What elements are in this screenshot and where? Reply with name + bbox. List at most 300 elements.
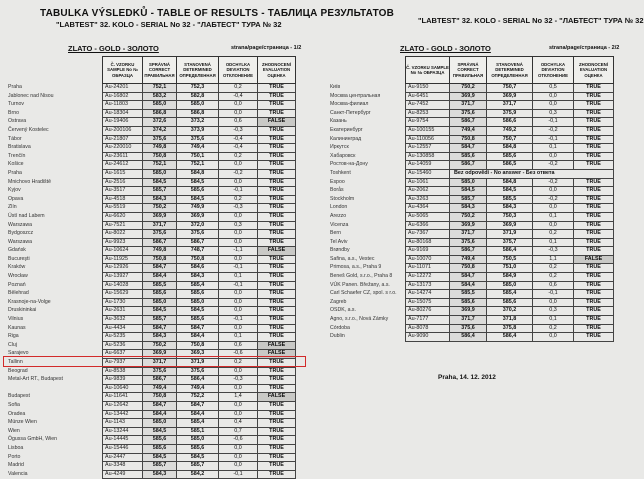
sample-cell: Au-6366 [406, 221, 450, 230]
determined-cell: 749,9 [177, 204, 219, 213]
sample-cell: Au-8022 [103, 230, 143, 239]
determined-cell: 585,6 [177, 290, 219, 299]
correct-cell: 585,0 [143, 419, 177, 428]
table-row [103, 238, 296, 247]
correct-cell: 371,7 [143, 359, 177, 368]
evaluation-cell: TRUE [574, 238, 614, 247]
evaluation-cell: TRUE [574, 92, 614, 101]
correct-cell: 585,7 [143, 462, 177, 471]
sample-cell: Au-15446 [103, 444, 143, 453]
evaluation-cell: TRUE [258, 444, 296, 453]
deviation-cell: 0,5 [533, 84, 574, 93]
evaluation-cell: TRUE [574, 204, 614, 213]
participant-name: Budapest [8, 393, 30, 400]
evaluation-cell: TRUE [258, 298, 296, 307]
col-evaluation-header: ZHODNOCENÍ EVALUATION ОЦЕНКА [258, 57, 296, 84]
determined-cell: 582,8 [177, 92, 219, 101]
participant-name: Dublin [330, 333, 345, 340]
deviation-cell: 0,0 [533, 101, 574, 110]
determined-cell: 586,5 [487, 161, 533, 170]
table-row [103, 298, 296, 307]
evaluation-cell: TRUE [574, 273, 614, 282]
evaluation-cell: TRUE [258, 427, 296, 436]
evaluation-cell: TRUE [258, 135, 296, 144]
sample-cell: Au-110056 [406, 135, 450, 144]
participant-name: Екатеринбург [330, 126, 363, 133]
participant-name: Druskininkai [8, 307, 37, 314]
participant-name: Carl Schaefer CZ, spol. s r.o. [330, 290, 397, 297]
sample-cell: Au-9754 [406, 118, 450, 127]
evaluation-cell: TRUE [258, 109, 296, 118]
evaluation-cell: TRUE [258, 169, 296, 178]
correct-cell: 585,5 [450, 290, 487, 299]
sample-cell: Au-18304 [103, 109, 143, 118]
sample-cell: Au-6620 [103, 212, 143, 221]
participant-name: Beneš Gold, s.r.o., Praha 8 [330, 273, 393, 280]
evaluation-cell: TRUE [258, 178, 296, 187]
evaluation-cell: TRUE [574, 333, 614, 342]
correct-cell: 584,4 [450, 281, 487, 290]
determined-cell: 370,2 [487, 307, 533, 316]
participant-name: Bratislava [8, 144, 31, 151]
participant-name: Москва-филиал [330, 101, 369, 108]
correct-cell: 584,7 [450, 273, 487, 282]
correct-cell: 752,1 [143, 161, 177, 170]
col-determined-header: STANOVENÁ DETERMINED ОПРЕДЕЛЕННАЯ [177, 57, 219, 84]
participant-name: Metal-Art RT., Budapest [8, 376, 63, 383]
correct-cell: 584,7 [450, 144, 487, 153]
deviation-cell: 0,0 [533, 152, 574, 161]
correct-cell: 586,7 [450, 247, 487, 256]
evaluation-cell: TRUE [258, 126, 296, 135]
participant-name: Praha [8, 84, 22, 90]
sample-cell: Au-220010 [103, 144, 143, 153]
determined-cell: 748,7 [177, 247, 219, 256]
deviation-cell: -0,6 [219, 350, 258, 359]
sample-cell: Au-14274 [406, 290, 450, 299]
table-row [103, 307, 296, 316]
determined-cell: 371,7 [487, 101, 533, 110]
correct-cell: 584,4 [143, 273, 177, 282]
table-row [103, 281, 296, 290]
evaluation-cell: TRUE [258, 367, 296, 376]
evaluation-cell: TRUE [258, 161, 296, 170]
determined-cell: 585,6 [177, 316, 219, 325]
correct-cell: 585,0 [143, 101, 177, 110]
evaluation-cell: TRUE [258, 410, 296, 419]
determined-cell: 585,4 [177, 281, 219, 290]
sample-cell: Au-24201 [103, 84, 143, 93]
sample-cell: Au-2631 [103, 307, 143, 316]
sample-cell: Au-14028 [103, 281, 143, 290]
right-results-table [405, 56, 614, 342]
deviation-cell: -0,1 [219, 316, 258, 325]
sample-cell: Au-200106 [103, 126, 143, 135]
correct-cell: 375,6 [450, 238, 487, 247]
deviation-cell: 0,6 [533, 281, 574, 290]
deviation-cell: -0,4 [219, 144, 258, 153]
sample-cell: Au-10640 [103, 384, 143, 393]
left-results-table [102, 56, 296, 479]
participant-name: Bělehrad [8, 290, 29, 297]
deviation-cell: -0,2 [533, 161, 574, 170]
evaluation-cell: TRUE [258, 221, 296, 230]
deviation-cell: -1,1 [219, 247, 258, 256]
sample-cell: Au-11925 [103, 255, 143, 264]
participant-name: Cluj [8, 341, 17, 348]
sample-cell: Au-9150 [406, 84, 450, 93]
correct-cell: 750,8 [450, 264, 487, 273]
determined-cell: 585,6 [487, 152, 533, 161]
table-row [406, 92, 614, 101]
correct-cell: 585,6 [143, 444, 177, 453]
deviation-cell: 0,0 [533, 221, 574, 230]
deviation-cell: -0,6 [219, 436, 258, 445]
participant-name: Kaunas [8, 324, 26, 331]
determined-cell: 584,7 [177, 324, 219, 333]
table-row [406, 178, 614, 187]
correct-cell: 584,4 [143, 410, 177, 419]
sample-cell: Au-4434 [103, 324, 143, 333]
determined-cell: 371,9 [487, 230, 533, 239]
table-row [406, 324, 614, 333]
table-row [103, 92, 296, 101]
deviation-cell: 0,0 [219, 410, 258, 419]
participant-name: Wien [8, 427, 20, 434]
sample-cell: Au-6637 [103, 350, 143, 359]
determined-cell: 375,6 [177, 367, 219, 376]
sample-cell: Au-80276 [406, 307, 450, 316]
sample-cell: Au-3517 [103, 187, 143, 196]
sample-cell: Au-1061 [406, 178, 450, 187]
correct-cell: 369,9 [450, 221, 487, 230]
participant-name: Košice [8, 161, 24, 168]
correct-cell: 584,3 [450, 204, 487, 213]
table-row [406, 195, 614, 204]
determined-cell: 584,6 [177, 264, 219, 273]
sample-cell: Au-100155 [406, 126, 450, 135]
deviation-cell: 0,0 [219, 444, 258, 453]
correct-cell: 585,6 [143, 436, 177, 445]
doc-subtitle: "LABTEST" 32. KOLO - SERIAL No 32 - "ЛАБТЕСТ" ТУРА № 32 [56, 20, 282, 29]
correct-cell: 586,4 [450, 333, 487, 342]
evaluation-cell: FALSE [574, 255, 614, 264]
participant-name: Lisboa [8, 444, 24, 451]
sample-cell: Au-13244 [103, 427, 143, 436]
correct-cell: 750,8 [143, 255, 177, 264]
participant-name: Ostrava [8, 118, 27, 125]
evaluation-cell: TRUE [574, 316, 614, 325]
sample-cell: Au-1143 [103, 419, 143, 428]
doc-title: TABULKA VÝSLEDKŮ - TABLE OF RESULTS - ТАБЛИЦА РЕЗУЛЬТАТОВ [40, 8, 395, 19]
sample-cell: Au-2516 [103, 178, 143, 187]
correct-cell: 375,6 [450, 109, 487, 118]
evaluation-cell: TRUE [258, 264, 296, 273]
sample-cell: Au-11071 [406, 264, 450, 273]
evaluation-cell: TRUE [258, 290, 296, 299]
table-row [103, 462, 296, 471]
correct-cell: 584,3 [143, 470, 177, 479]
deviation-cell: 0,2 [219, 152, 258, 161]
participant-name: Červený Kostelec [8, 126, 49, 133]
evaluation-cell: TRUE [258, 212, 296, 221]
deviation-cell: 0,0 [219, 462, 258, 471]
participant-name: Ростов-на-Дону [330, 161, 368, 168]
evaluation-cell: TRUE [574, 135, 614, 144]
evaluation-cell: TRUE [574, 307, 614, 316]
deviation-cell: -0,1 [533, 290, 574, 299]
correct-cell: 750,2 [143, 204, 177, 213]
col-deviation-header: ODCHYLKA DEVIATION ОТКЛОНЕНИЕ [533, 57, 574, 84]
table-row [103, 152, 296, 161]
table-row [103, 195, 296, 204]
table-row [103, 264, 296, 273]
sample-cell: Au-1615 [103, 169, 143, 178]
determined-cell: 375,6 [177, 230, 219, 239]
table-row [103, 101, 296, 110]
evaluation-cell: TRUE [258, 92, 296, 101]
sample-cell: Au-9839 [103, 376, 143, 385]
deviation-cell: 0,3 [219, 221, 258, 230]
deviation-cell: 0,0 [219, 367, 258, 376]
evaluation-cell: TRUE [574, 281, 614, 290]
determined-cell: 585,6 [177, 444, 219, 453]
participant-name: Gdańsk [8, 247, 26, 254]
determined-cell: 375,8 [487, 324, 533, 333]
correct-cell: 371,7 [450, 230, 487, 239]
table-row [103, 367, 296, 376]
participant-name: Санкт-Петербург [330, 109, 371, 116]
table-row [103, 410, 296, 419]
correct-cell: 584,5 [450, 187, 487, 196]
determined-cell: 585,0 [177, 298, 219, 307]
participant-name: Vicenza [330, 221, 349, 228]
deviation-cell: -0,1 [219, 187, 258, 196]
participant-name: Sofia [8, 401, 20, 408]
table-row [406, 264, 614, 273]
determined-cell: 586,4 [177, 376, 219, 385]
deviation-cell: 0,0 [533, 92, 574, 101]
table-row [103, 109, 296, 118]
deviation-cell: 0,0 [219, 307, 258, 316]
table-row [103, 444, 296, 453]
table-row [103, 324, 296, 333]
table-row [103, 169, 296, 178]
table-row [103, 419, 296, 428]
table-row [103, 255, 296, 264]
participant-name: Казань [330, 118, 347, 125]
sample-cell: Au-10624 [103, 247, 143, 256]
table-row [406, 187, 614, 196]
sample-cell: Au-7452 [406, 101, 450, 110]
participant-name: Kyjov [8, 187, 21, 194]
table-row [406, 273, 614, 282]
determined-cell: 750,8 [177, 341, 219, 350]
sample-cell: Au-3263 [406, 195, 450, 204]
evaluation-cell: TRUE [258, 101, 296, 110]
table-row [103, 212, 296, 221]
correct-cell: 750,8 [143, 393, 177, 402]
correct-cell: 585,6 [450, 298, 487, 307]
sample-cell: Au-8538 [103, 367, 143, 376]
deviation-cell: 0,2 [219, 84, 258, 93]
deviation-cell: 0,0 [219, 238, 258, 247]
left-section-title: ZLATO - GOLD - ЗОЛОТО [68, 44, 159, 53]
table-row [103, 118, 296, 127]
table-row [103, 316, 296, 325]
evaluation-cell: FALSE [258, 350, 296, 359]
correct-cell: 584,3 [143, 333, 177, 342]
deviation-cell: 0,0 [219, 212, 258, 221]
table-row [103, 341, 296, 350]
table-row [103, 221, 296, 230]
participant-name: Beograd [8, 367, 28, 374]
deviation-cell: -0,3 [219, 204, 258, 213]
evaluation-cell: TRUE [258, 436, 296, 445]
sample-cell: Au-8078 [406, 324, 450, 333]
participant-name: Warszawa [8, 238, 33, 245]
correct-cell: 584,5 [143, 307, 177, 316]
table-row [103, 453, 296, 462]
table-row [103, 178, 296, 187]
right-page-label: strana/page/страница - 2/2 [549, 45, 620, 51]
participant-name: Zagreb [330, 298, 347, 305]
table-row [406, 212, 614, 221]
deviation-cell: -0,1 [219, 264, 258, 273]
participant-name: Madrid [8, 462, 24, 469]
determined-cell: 584,9 [487, 273, 533, 282]
correct-cell: 749,8 [143, 144, 177, 153]
participant-name: Trenčín [8, 152, 26, 159]
table-row [103, 376, 296, 385]
deviation-cell: 0,1 [533, 316, 574, 325]
evaluation-cell: TRUE [574, 152, 614, 161]
sample-cell: Au-13927 [103, 273, 143, 282]
deviation-cell: -0,3 [533, 247, 574, 256]
participant-name: Primosa, a.s., Praha 9 [330, 264, 382, 271]
correct-cell: 369,9 [450, 92, 487, 101]
determined-cell: 749,2 [487, 126, 533, 135]
sample-cell: Au-13173 [406, 281, 450, 290]
correct-cell: 749,4 [143, 384, 177, 393]
table-row [103, 290, 296, 299]
correct-cell: 750,8 [450, 135, 487, 144]
participant-name: Vilnius [8, 316, 24, 323]
left-header-row [103, 57, 296, 84]
evaluation-cell: FALSE [258, 118, 296, 127]
participant-name: Хабаровск [330, 152, 356, 159]
table-row [103, 401, 296, 410]
deviation-cell: 0,3 [533, 109, 574, 118]
correct-cell: 585,6 [143, 290, 177, 299]
participant-name: Krasnoje-na-Volge [8, 298, 51, 305]
sample-cell: Au-80168 [406, 238, 450, 247]
sample-cell: Au-5519 [103, 204, 143, 213]
evaluation-cell: TRUE [574, 221, 614, 230]
correct-cell: 585,5 [143, 281, 177, 290]
determined-cell: 584,5 [487, 187, 533, 196]
evaluation-cell: TRUE [574, 298, 614, 307]
evaluation-cell: TRUE [574, 187, 614, 196]
table-row [406, 247, 614, 256]
table-row [406, 281, 614, 290]
evaluation-cell: TRUE [258, 359, 296, 368]
deviation-cell: -0,2 [533, 178, 574, 187]
correct-cell: 749,8 [143, 247, 177, 256]
participant-name: Wrocław [8, 273, 28, 280]
table-row [103, 273, 296, 282]
deviation-cell: 0,1 [219, 273, 258, 282]
correct-cell: 584,5 [143, 178, 177, 187]
determined-cell: 750,7 [487, 135, 533, 144]
col-correct-header: SPRÁVNÁ CORRECT ПРАВИЛЬНАЯ [143, 57, 177, 84]
evaluation-cell: FALSE [258, 247, 296, 256]
correct-cell: 585,7 [143, 316, 177, 325]
participant-name: Opava [8, 195, 24, 202]
table-row [103, 247, 296, 256]
evaluation-cell: TRUE [258, 307, 296, 316]
evaluation-cell: TRUE [574, 144, 614, 153]
correct-cell: 372,6 [143, 118, 177, 127]
sample-cell: Au-5235 [103, 333, 143, 342]
determined-cell: 749,4 [177, 384, 219, 393]
deviation-cell: 0,0 [533, 187, 574, 196]
deviation-cell: 0,0 [219, 230, 258, 239]
determined-cell: 584,5 [177, 307, 219, 316]
sample-cell: Au-15629 [103, 290, 143, 299]
deviation-cell: 0,0 [533, 298, 574, 307]
evaluation-cell: TRUE [258, 462, 296, 471]
sample-cell: Au-3348 [103, 462, 143, 471]
col-sample-header: Č. VZORKU SAMPLE No № ОБРАЗЦА [103, 57, 143, 84]
determined-cell: 585,0 [177, 436, 219, 445]
correct-cell: 750,2 [450, 212, 487, 221]
correct-cell: 369,9 [143, 350, 177, 359]
correct-cell: 585,6 [450, 152, 487, 161]
sample-cell: Au-12642 [103, 401, 143, 410]
correct-cell: 749,4 [450, 126, 487, 135]
participant-name: Brno [8, 109, 19, 116]
determined-cell: 369,9 [487, 92, 533, 101]
participant-name: Tel Aviv [330, 238, 348, 245]
participant-name: Münze Wien [8, 419, 37, 426]
evaluation-cell: TRUE [574, 161, 614, 170]
deviation-cell: -0,3 [219, 126, 258, 135]
determined-cell: 751,0 [487, 264, 533, 273]
table-row [406, 230, 614, 239]
no-answer-cell: Bez odpovědi - No answer - Без ответа [450, 169, 614, 178]
evaluation-cell: TRUE [258, 84, 296, 93]
table-row [406, 169, 614, 178]
participant-name: Kraków [8, 264, 26, 271]
determined-cell: 585,6 [177, 187, 219, 196]
deviation-cell: 1,4 [219, 393, 258, 402]
determined-cell: 585,4 [487, 290, 533, 299]
sample-cell: Au-19406 [103, 118, 143, 127]
sample-cell: Au-7177 [406, 316, 450, 325]
sample-cell: Au-21807 [103, 135, 143, 144]
determined-cell: 750,3 [487, 212, 533, 221]
sample-cell: Au-1730 [103, 298, 143, 307]
sample-cell: Au-2447 [103, 453, 143, 462]
sample-cell: Au-12272 [406, 273, 450, 282]
evaluation-cell: TRUE [574, 118, 614, 127]
sample-cell: Au-4364 [406, 204, 450, 213]
table-row [406, 333, 614, 342]
right-section-title: ZLATO - GOLD - ЗОЛОТО [400, 44, 491, 53]
participant-name: Stockholm [330, 195, 355, 202]
deviation-cell: 0,0 [219, 101, 258, 110]
